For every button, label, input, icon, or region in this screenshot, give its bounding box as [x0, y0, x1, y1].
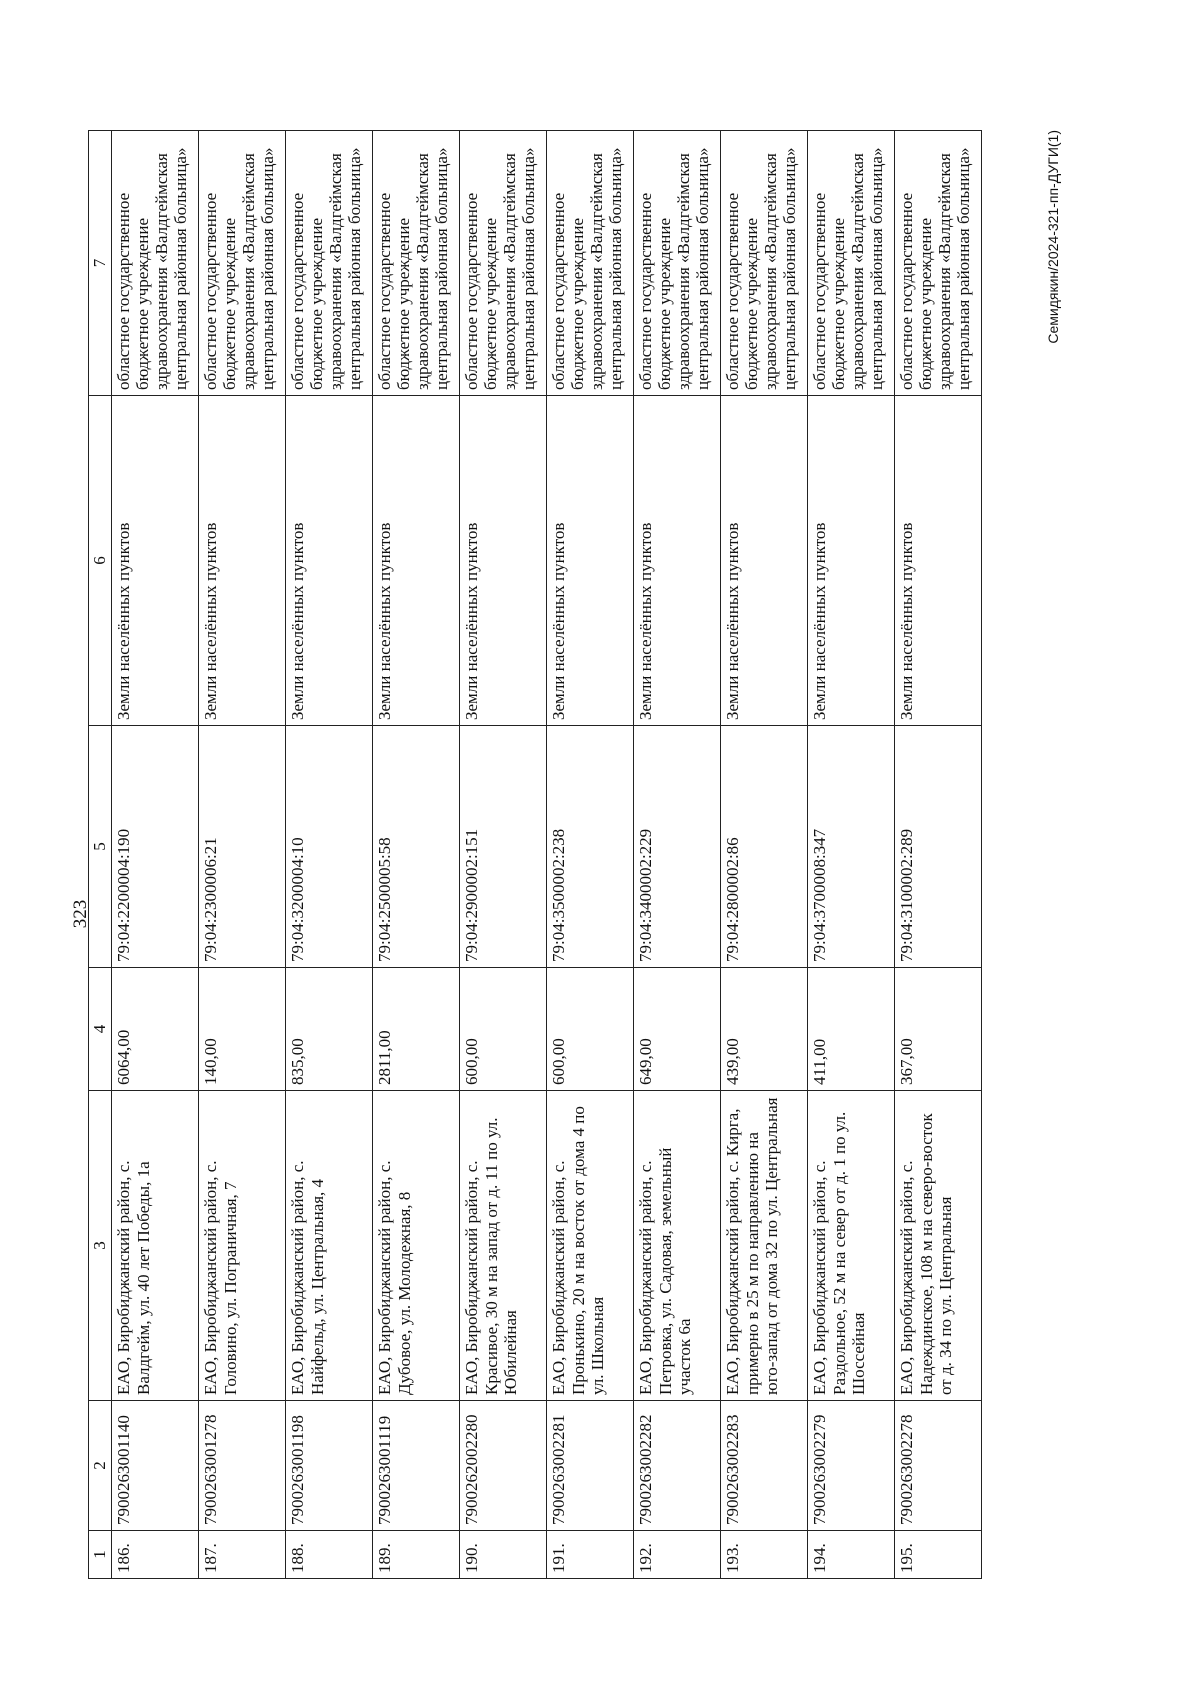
registry-code: 7900263002282: [634, 1401, 721, 1531]
cadastral-number: 79:04:3100002:289: [895, 726, 982, 968]
address: ЕАО, Биробиджанский район, с. Кирга, примерно в 25 м по направлению на юго-запад от дома 32 по ул. Центральная: [721, 1091, 808, 1401]
table-row: [286, 131, 373, 1579]
registry-code: 7900263002278: [895, 1401, 982, 1531]
right-holder: областное государственное бюджетное учреждение здравоохранения «Валдгеймская центральная районная больница»: [286, 131, 373, 396]
cadastral-number: 79:04:2200004:190: [112, 726, 199, 968]
right-holder: областное государственное бюджетное учреждение здравоохранения «Валдгеймская центральная районная больница»: [895, 131, 982, 396]
table-row: [547, 131, 634, 1579]
land-category: Земли населённых пунктов: [373, 396, 460, 726]
area: 2811,00: [373, 968, 460, 1091]
right-holder: областное государственное бюджетное учреждение здравоохранения «Валдгеймская центральная районная больница»: [199, 131, 286, 396]
document-code: Семидякин/2024-321-пп-ДУГИ(1): [1045, 130, 1061, 344]
table-row: [721, 131, 808, 1579]
address: ЕАО, Биробиджанский район, с. Дубовое, ул. Молодежная, 8: [373, 1091, 460, 1401]
registry-code: 7900263001278: [199, 1401, 286, 1531]
land-category: Земли населённых пунктов: [547, 396, 634, 726]
land-category: Земли населённых пунктов: [199, 396, 286, 726]
right-holder: областное государственное бюджетное учреждение здравоохранения «Валдгеймская центральная районная больница»: [460, 131, 547, 396]
row-number: 186.: [112, 1531, 199, 1579]
table-row: [373, 131, 460, 1579]
area: 140,00: [199, 968, 286, 1091]
row-number: 194.: [808, 1531, 895, 1579]
cadastral-number: 79:04:3400002:229: [634, 726, 721, 968]
cadastral-number: 79:04:2900002:151: [460, 726, 547, 968]
rotated-page: [0, 97, 1100, 1697]
table-row: [460, 131, 547, 1579]
address: ЕАО, Биробиджанский район, с. Пронькино, 20 м на восток от дома 4 по ул. Школьная: [547, 1091, 634, 1401]
table-row: [199, 131, 286, 1579]
registry-code: 7900263001140: [112, 1401, 199, 1531]
cadastral-number: 79:04:2800002:86: [721, 726, 808, 968]
column-header: 2: [89, 1401, 112, 1531]
area: 367,00: [895, 968, 982, 1091]
address: ЕАО, Биробиджанский район, с. Раздольное, 52 м на север от д. 1 по ул. Шоссейная: [808, 1091, 895, 1401]
row-number: 192.: [634, 1531, 721, 1579]
right-holder: областное государственное бюджетное учреждение здравоохранения «Валдгеймская центральная районная больница»: [634, 131, 721, 396]
area: 649,00: [634, 968, 721, 1091]
address: ЕАО, Биробиджанский район, с. Валдгейм, ул. 40 лет Победы, 1а: [112, 1091, 199, 1401]
registry-code: 7900263001119: [373, 1401, 460, 1531]
area: 411,00: [808, 968, 895, 1091]
table-row: [895, 131, 982, 1579]
row-number: 193.: [721, 1531, 808, 1579]
land-category: Земли населённых пунктов: [895, 396, 982, 726]
area: 439,00: [721, 968, 808, 1091]
row-number: 188.: [286, 1531, 373, 1579]
address: ЕАО, Биробиджанский район, с. Надеждинское, 108 м на северо-восток от д. 34 по ул. Центральная: [895, 1091, 982, 1401]
right-holder: областное государственное бюджетное учреждение здравоохранения «Валдгеймская центральная районная больница»: [808, 131, 895, 396]
land-category: Земли населённых пунктов: [112, 396, 199, 726]
address: ЕАО, Биробиджанский район, с. Головино, ул. Пограничная, 7: [199, 1091, 286, 1401]
registry-code: 7900263002283: [721, 1401, 808, 1531]
column-header: 4: [89, 968, 112, 1091]
table-row: [634, 131, 721, 1579]
cadastral-number: 79:04:3500002:238: [547, 726, 634, 968]
row-number: 191.: [547, 1531, 634, 1579]
row-number: 195.: [895, 1531, 982, 1579]
table-row: [808, 131, 895, 1579]
area: 600,00: [547, 968, 634, 1091]
area: 835,00: [286, 968, 373, 1091]
land-category: Земли населённых пунктов: [808, 396, 895, 726]
address: ЕАО, Биробиджанский район, с. Найфельд, ул. Центральная, 4: [286, 1091, 373, 1401]
area: 600,00: [460, 968, 547, 1091]
land-plots-table: [88, 130, 982, 1579]
registry-code: 7900263001198: [286, 1401, 373, 1531]
column-header: 6: [89, 396, 112, 726]
row-number: 190.: [460, 1531, 547, 1579]
land-category: Земли населённых пунктов: [286, 396, 373, 726]
column-header: 5: [89, 726, 112, 968]
address: ЕАО, Биробиджанский район, с. Петровка, ул. Садовая, земельный участок 6а: [634, 1091, 721, 1401]
cadastral-number: 79:04:2500005:58: [373, 726, 460, 968]
column-header: 1: [89, 1531, 112, 1579]
right-holder: областное государственное бюджетное учреждение здравоохранения «Валдгеймская центральная районная больница»: [112, 131, 199, 396]
address: ЕАО, Биробиджанский район, с. Красивое, 30 м на запад от д. 11 по ул. Юбилейная: [460, 1091, 547, 1401]
cadastral-number: 79:04:3200004:10: [286, 726, 373, 968]
registry-code: 7900263002281: [547, 1401, 634, 1531]
column-header: 3: [89, 1091, 112, 1401]
right-holder: областное государственное бюджетное учреждение здравоохранения «Валдгеймская центральная районная больница»: [373, 131, 460, 396]
right-holder: областное государственное бюджетное учреждение здравоохранения «Валдгеймская центральная районная больница»: [721, 131, 808, 396]
land-category: Земли населённых пунктов: [634, 396, 721, 726]
header-row: [89, 131, 112, 1579]
table-row: [112, 131, 199, 1579]
page-number: 323: [70, 899, 91, 929]
registry-code: 7900263002279: [808, 1401, 895, 1531]
right-holder: областное государственное бюджетное учреждение здравоохранения «Валдгеймская центральная районная больница»: [547, 131, 634, 396]
row-number: 189.: [373, 1531, 460, 1579]
row-number: 187.: [199, 1531, 286, 1579]
land-category: Земли населённых пунктов: [721, 396, 808, 726]
cadastral-number: 79:04:2300006:21: [199, 726, 286, 968]
cadastral-number: 79:04:3700008:347: [808, 726, 895, 968]
land-category: Земли населённых пунктов: [460, 396, 547, 726]
area: 6064,00: [112, 968, 199, 1091]
registry-code: 7900262002280: [460, 1401, 547, 1531]
column-header: 7: [89, 131, 112, 396]
